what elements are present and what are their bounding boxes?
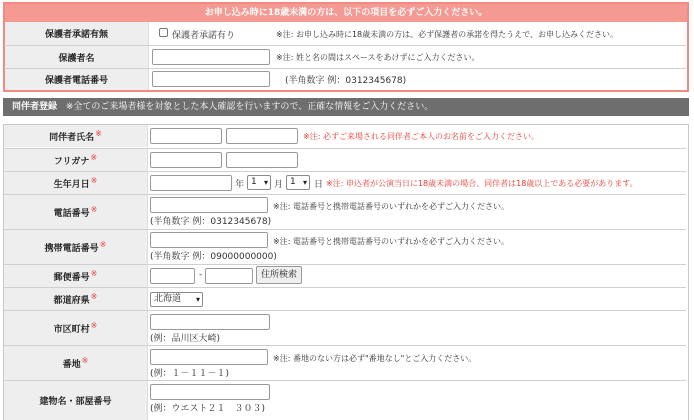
companion-mobile-label: 携帯電話番号 ※ bbox=[4, 230, 148, 264]
companion-birth-label: 生年月日 ※ bbox=[4, 172, 148, 194]
companion-last-name-input[interactable] bbox=[150, 128, 222, 144]
companion-phone-label: 電話番号 ※ bbox=[4, 195, 148, 229]
street-hint: (例：１－１１－１) bbox=[150, 369, 230, 379]
required-mark: ※ bbox=[90, 152, 98, 162]
city-input[interactable] bbox=[150, 314, 270, 330]
guardian-name-input[interactable] bbox=[152, 49, 270, 65]
required-mark: ※ bbox=[81, 355, 89, 365]
companion-section-desc: ※全てのご来場者様を対象とした本人確認を行いますので、正確な情報をご入力ください。 bbox=[65, 102, 434, 112]
companion-phone-input[interactable] bbox=[150, 197, 268, 213]
prefecture-select[interactable]: 北海道 ▾ bbox=[150, 292, 203, 307]
companion-city-label: 市区町村 ※ bbox=[4, 311, 148, 345]
companion-name-note: ※注: 必ずご来場される同伴者ご本人のお名前をご入力ください。 bbox=[303, 132, 539, 141]
postal-dash: - bbox=[199, 270, 203, 280]
month-unit: 月 bbox=[274, 180, 284, 190]
companion-section-title: 同伴者登録 bbox=[12, 102, 58, 112]
companion-prefecture-label: 都道府県 ※ bbox=[4, 288, 148, 310]
postal-code-second-input[interactable] bbox=[205, 268, 253, 284]
birth-year-input[interactable] bbox=[150, 175, 232, 191]
birth-month-select[interactable]: 1 ▾ bbox=[247, 175, 271, 190]
street-note: ※注: 番地のない方は必ず"番地なし"とご入力ください。 bbox=[273, 354, 477, 363]
guardian-header bbox=[5, 4, 687, 22]
city-hint: (例：品川区大崎) bbox=[150, 334, 221, 344]
companion-furigana-label: フリガナ ※ bbox=[4, 149, 148, 171]
guardian-consent-note: ※注: お申し込み時に18歳未満の方は、必ず保護者の承諾を得たうえで、お申し込みください。 bbox=[276, 30, 618, 39]
companion-mobile-hint: (半角数字 例：09000000000) bbox=[150, 252, 277, 262]
companion-phone-note: ※注: 電話番号と携帯電話番号のいずれかを必ずご入力ください。 bbox=[273, 202, 509, 211]
required-mark: ※ bbox=[90, 175, 98, 185]
guardian-name-note: ※注: 姓と名の間はスペースをあけずにご入力ください。 bbox=[276, 53, 480, 62]
building-hint: (例：ウエスト２１ ３０３) bbox=[150, 404, 266, 414]
chevron-down-icon: ▾ bbox=[195, 295, 200, 304]
postal-code-first-input[interactable] bbox=[150, 268, 195, 284]
companion-street-label: 番地 ※ bbox=[4, 346, 148, 380]
guardian-name-label: 保護者名 bbox=[5, 46, 149, 68]
chevron-down-icon: ▾ bbox=[263, 178, 268, 187]
companion-mobile-input[interactable] bbox=[150, 232, 268, 248]
guardian-consent-label: 保護者承諾有無 bbox=[5, 22, 149, 45]
year-unit: 年 bbox=[235, 180, 245, 190]
companion-building-label: 建物名・部屋番号 bbox=[4, 381, 148, 420]
guardian-phone-hint: (半角数字 例：0312345678) bbox=[285, 76, 407, 86]
companion-last-furigana-input[interactable] bbox=[150, 152, 222, 168]
chevron-down-icon: ▾ bbox=[302, 178, 307, 187]
building-input[interactable] bbox=[150, 384, 270, 400]
birth-day-select[interactable]: 1 ▾ bbox=[286, 175, 310, 190]
guardian-consent-checkbox[interactable] bbox=[159, 28, 168, 37]
required-mark: ※ bbox=[90, 268, 98, 278]
companion-section-bar bbox=[3, 98, 689, 116]
companion-postal-label: 郵便番号 ※ bbox=[4, 265, 148, 287]
guardian-phone-input[interactable] bbox=[152, 71, 270, 87]
required-mark: ※ bbox=[99, 239, 107, 249]
companion-mobile-note: ※注: 電話番号と携帯電話番号のいずれかを必ずご入力ください。 bbox=[273, 237, 509, 246]
required-mark: ※ bbox=[90, 291, 98, 301]
street-input[interactable] bbox=[150, 349, 268, 365]
required-mark: ※ bbox=[95, 128, 102, 138]
companion-name-label: 同伴者氏名 ※ bbox=[4, 125, 148, 147]
companion-phone-hint: (半角数字 例：0312345678) bbox=[150, 217, 272, 227]
companion-birth-note: ※注: 申込者が公演当日に18歳未満の場合、同伴者は18歳以上である必要があります。 bbox=[326, 179, 638, 188]
companion-first-furigana-input[interactable] bbox=[226, 152, 298, 168]
required-mark: ※ bbox=[90, 320, 98, 330]
day-unit: 日 bbox=[314, 180, 324, 190]
address-search-button[interactable]: 住所検索 bbox=[256, 266, 302, 284]
companion-first-name-input[interactable] bbox=[226, 128, 298, 144]
required-mark: ※ bbox=[90, 204, 98, 214]
guardian-consent-checkbox-label[interactable]: 保護者承諾有り bbox=[172, 31, 236, 41]
guardian-header-text: お申し込み時に18歳未満の方は、以下の項目を必ずご入力ください。 bbox=[204, 8, 488, 18]
guardian-phone-label: 保護者電話番号 bbox=[5, 69, 149, 90]
